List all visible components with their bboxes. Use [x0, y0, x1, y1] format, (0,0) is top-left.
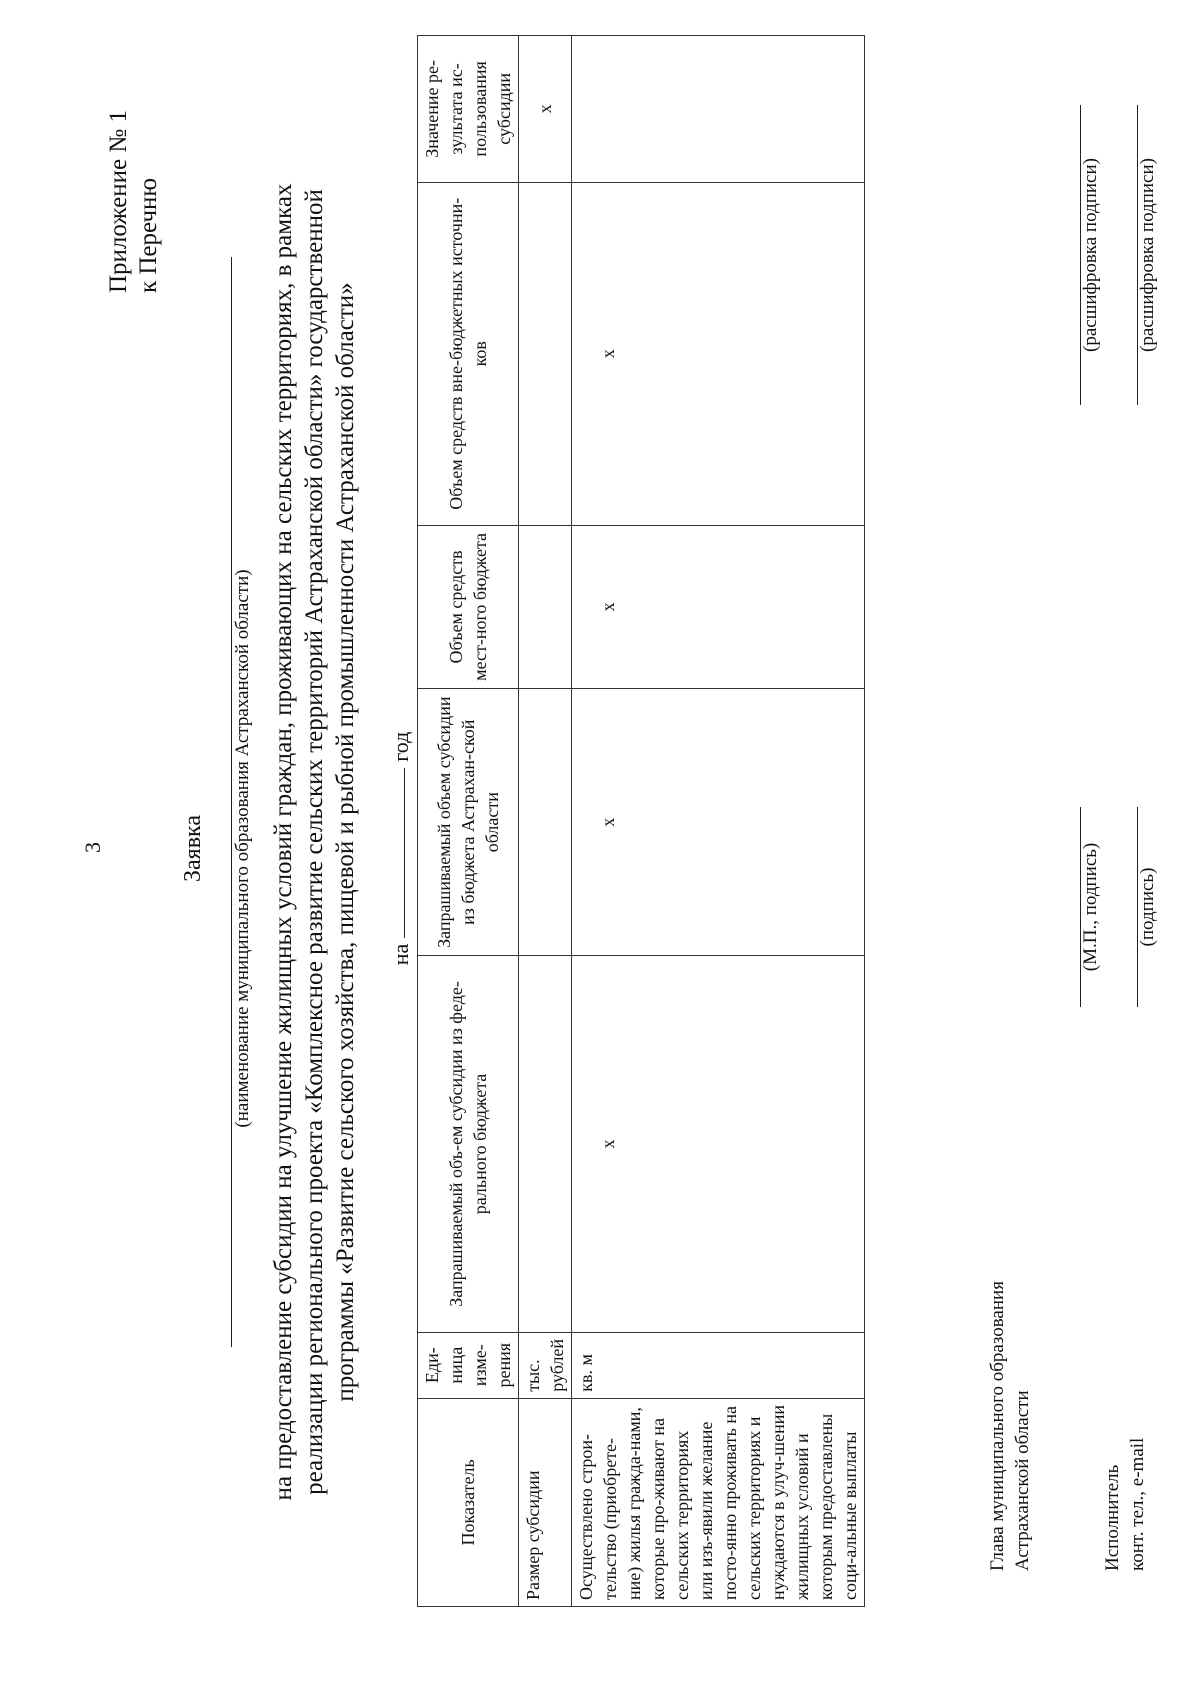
- cell-result: х: [519, 36, 572, 183]
- municipality-name-caption: (наименование муниципального образования Астраханской области): [232, 569, 253, 1128]
- year-prefix: на: [388, 943, 413, 966]
- table-header-row: [418, 36, 519, 1607]
- cell-local: х: [572, 525, 865, 688]
- head-signature-caption: (М.П., подпись): [1080, 842, 1101, 972]
- appendix-line-2: к Перечню: [135, 177, 162, 294]
- header-regional: Запрашиваемый объем субсидии из бюджета Астрахан-ской области: [418, 689, 519, 956]
- application-subject: на предоставление субсидии на улучшение жилищных условий граждан, проживающих на сельских территориях, в рамках реализации регионального проекта «Комплексное развитие сельских территорий Астраханской области» государственной программы «Развитие сельского хозяйства, пищевой и рыбной промышленности Астраханской области»: [270, 183, 359, 1501]
- head-decode-caption: (расшифровка подписи): [1080, 158, 1101, 352]
- cell-federal: х: [572, 956, 865, 1332]
- head-label: [985, 1281, 1035, 1571]
- cell-result: [572, 36, 865, 183]
- header-federal: Запрашиваемый объ-ем субсидии из феде-рального бюджета: [418, 956, 519, 1332]
- cell-federal: [519, 956, 572, 1332]
- executor-label: [1100, 1438, 1150, 1571]
- header-extrabudget: Объем средств вне-бюджетных источни-ков: [418, 182, 519, 525]
- appendix-line-1: Приложение № 1: [105, 110, 132, 294]
- year-suffix: год: [388, 731, 413, 762]
- page-number: 3: [80, 842, 105, 853]
- header-result: Значение ре-зультата ис-пользования субсидии: [418, 36, 519, 183]
- cell-indicator: Осуществлено строи-тельство (приобрете-ние) жилья гражда-нами, которые про-живают на сельских территориях или изъ-явили желание посто-янно проживать на сельских территориях и нуждаются в улуч-шении жилищных условий и которым предоставлены соци-альные выплаты: [572, 1398, 865, 1606]
- subsidy-table: [417, 35, 865, 1607]
- cell-unit: кв. м: [572, 1332, 865, 1398]
- header-indicator: Показатель: [418, 1398, 519, 1606]
- cell-regional: [519, 689, 572, 956]
- table-row: [572, 36, 865, 1607]
- year-line: [390, 0, 412, 1697]
- year-blank: [390, 768, 405, 938]
- appendix-note: [104, 110, 164, 293]
- cell-extrabudget: [519, 182, 572, 525]
- cell-indicator: Размер субсидии: [519, 1398, 572, 1606]
- executor-label-line-1: Исполнитель: [1102, 1464, 1123, 1571]
- cell-extrabudget: х: [572, 182, 865, 525]
- executor-decode-caption: (расшифровка подписи): [1137, 158, 1158, 352]
- cell-regional: х: [572, 689, 865, 956]
- table-row: [519, 36, 572, 1607]
- head-label-line-2: Астраханской области: [1012, 1390, 1033, 1571]
- executor-signature-caption: (подпись): [1137, 867, 1158, 947]
- head-label-line-1: Глава муниципального образования: [987, 1281, 1008, 1571]
- cell-local: [519, 525, 572, 688]
- header-local: Объем средств мест-ного бюджета: [418, 525, 519, 688]
- cell-unit: тыс. рублей: [519, 1332, 572, 1398]
- header-unit: Еди-ница изме-рения: [418, 1332, 519, 1398]
- document-title: Заявка: [180, 815, 206, 882]
- executor-label-line-2: конт. тел., e-mail: [1127, 1437, 1148, 1571]
